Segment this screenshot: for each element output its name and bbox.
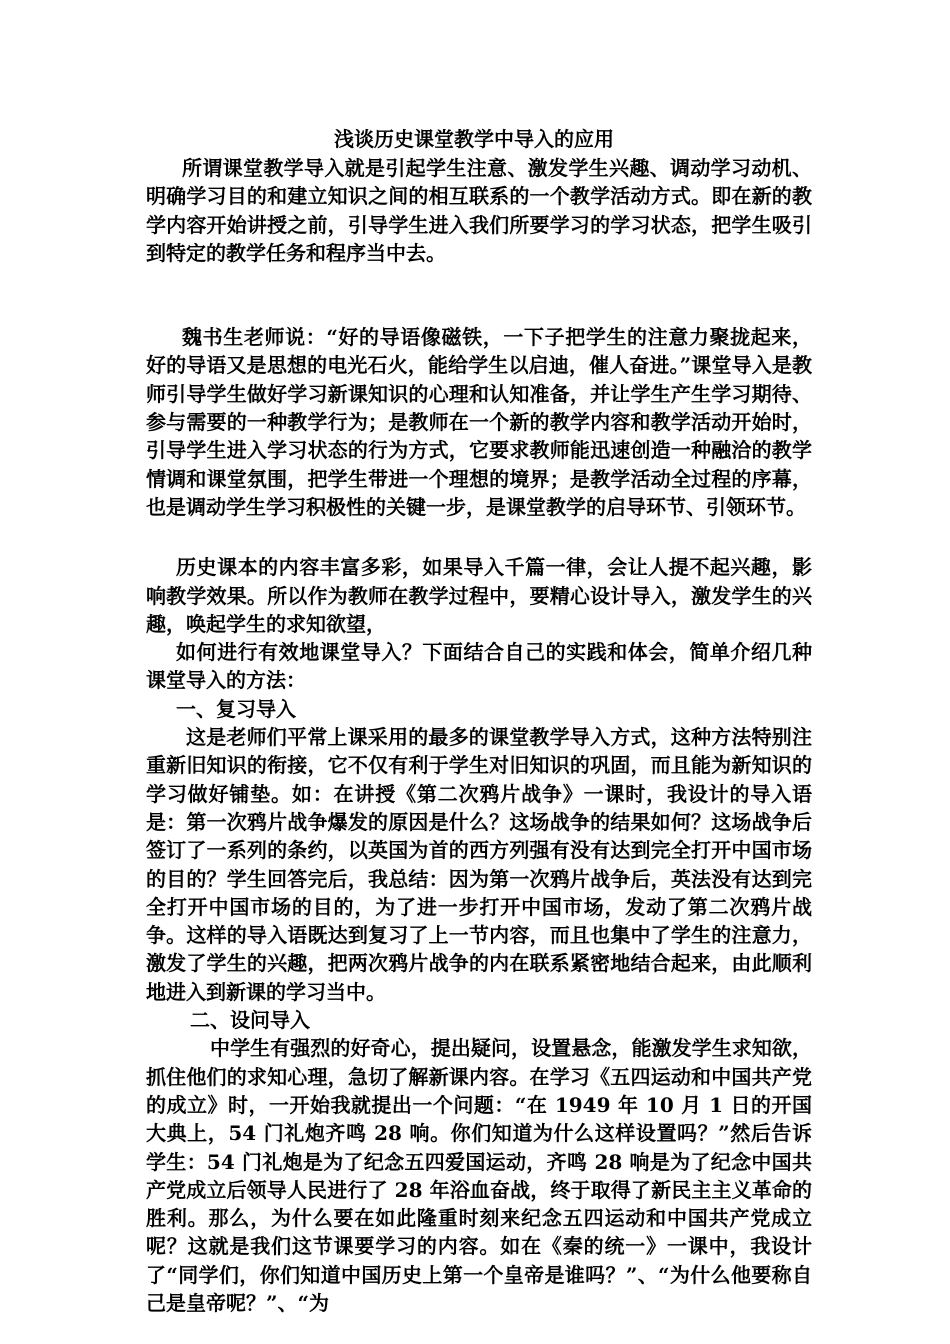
paragraph-how-to-introduce: 如何进行有效地课堂导入？下面结合自己的实践和体会，简单介绍几种课堂导入的方法：: [146, 640, 812, 693]
paragraph-definition: 所谓课堂教学导入就是引起学生注意、激发学生兴趣、调动学习动机、明确学习目的和建立知识之间的相互联系的一个教学活动方式。即在新的教学内容开始讲授之前，引导学生进入我们所要学习的学习状态，把学生吸引到特定的教学任务和程序当中去。: [146, 156, 812, 265]
blank-line: [146, 521, 812, 553]
paragraph-review-introduction: 这是老师们平常上课采用的最多的课堂教学导入方式，这种方法特别注重新旧知识的衔接，它不仅有利于学生对旧知识的巩固，而且能为新知识的学习做好铺垫。如：在讲授《第二次鸦片战争》一课时，我设计的导入语是：第一次鸦片战争爆发的原因是什么？这场战争的结果如何？这场战争后签订了一系列的条约，以英国为首的西方列强有没有达到完全打开中国市场的目的？学生回答完后，我总结：因为第一次鸦片战争后，英法没有达到完全打开中国市场的目的，为了进一步打开中国市场，发动了第二次鸦片战争。这样的导入语既达到复习了上一节内容，而且也集中了学生的注意力，激发了学生的兴趣，把两次鸦片战争的内在联系紧密地结合起来，由此顺利地进入到新课的学习当中。: [146, 725, 812, 1004]
document-page: [146, 124, 812, 1317]
paragraph-wei-shusheng-quote: 魏书生老师说：“好的导语像磁铁，一下子把学生的注意力聚拢起来，好的导语又是思想的电光石火，能给学生以启迪，催人奋进。”课堂导入是教师引导学生做好学习新课知识的心理和认知准备，并让学生产生学习期待、参与需要的一种教学行为；是教师在一个新的教学内容和教学活动开始时，引导学生进入学习状态的行为方式，它要求教师能迅速创造一种融洽的教学情调和课堂氛围，把学生带进一个理想的境界；是教学活动全过程的序幕，也是调动学生学习积极性的关键一步，是课堂教学的启导环节、引领环节。: [146, 325, 812, 519]
section-heading-questioning: 二、设问导入: [190, 1008, 310, 1033]
blank-line: [146, 295, 812, 323]
paragraph-questioning-introduction: 中学生有强烈的好奇心，提出疑问，设置悬念，能激发学生求知欲，抓住他们的求知心理，急切了解新课内容。在学习《五四运动和中国共产党的成立》时，一开始我就提出一个问题：“在 1949 年 10 月 1 日的开国大典上，54 门礼炮齐鸣 28 响。你们知道为什么这样设置吗？”然后告诉学生：54 门礼炮是为了纪念五四爱国运动，齐鸣 28 响是为了纪念中国共产党成立后领导人民进行了 28 年浴血奋战，终于取得了新民主主义革命的胜利。那么，为什么要在如此隆重时刻来纪念五四运动和中国共产党成立呢？这就是我们这节课要学习的内容。如在《秦的统一》一课中，我设计了“同学们，你们知道中国历史上第一个皇帝是谁吗？”、“为什么他要称自己是皇帝呢？”、“为: [146, 1036, 812, 1315]
blank-line: [146, 267, 812, 295]
document-title: 浅谈历史课堂教学中导入的应用: [334, 127, 614, 151]
section-heading-review: 一、复习导入: [176, 696, 296, 721]
paragraph-history-textbook: 历史课本的内容丰富多彩，如果导入千篇一律，会让人提不起兴趣，影响教学效果。所以作为教师在教学过程中，要精心设计导入，激发学生的兴趣，唤起学生的求知欲望，: [146, 555, 812, 636]
